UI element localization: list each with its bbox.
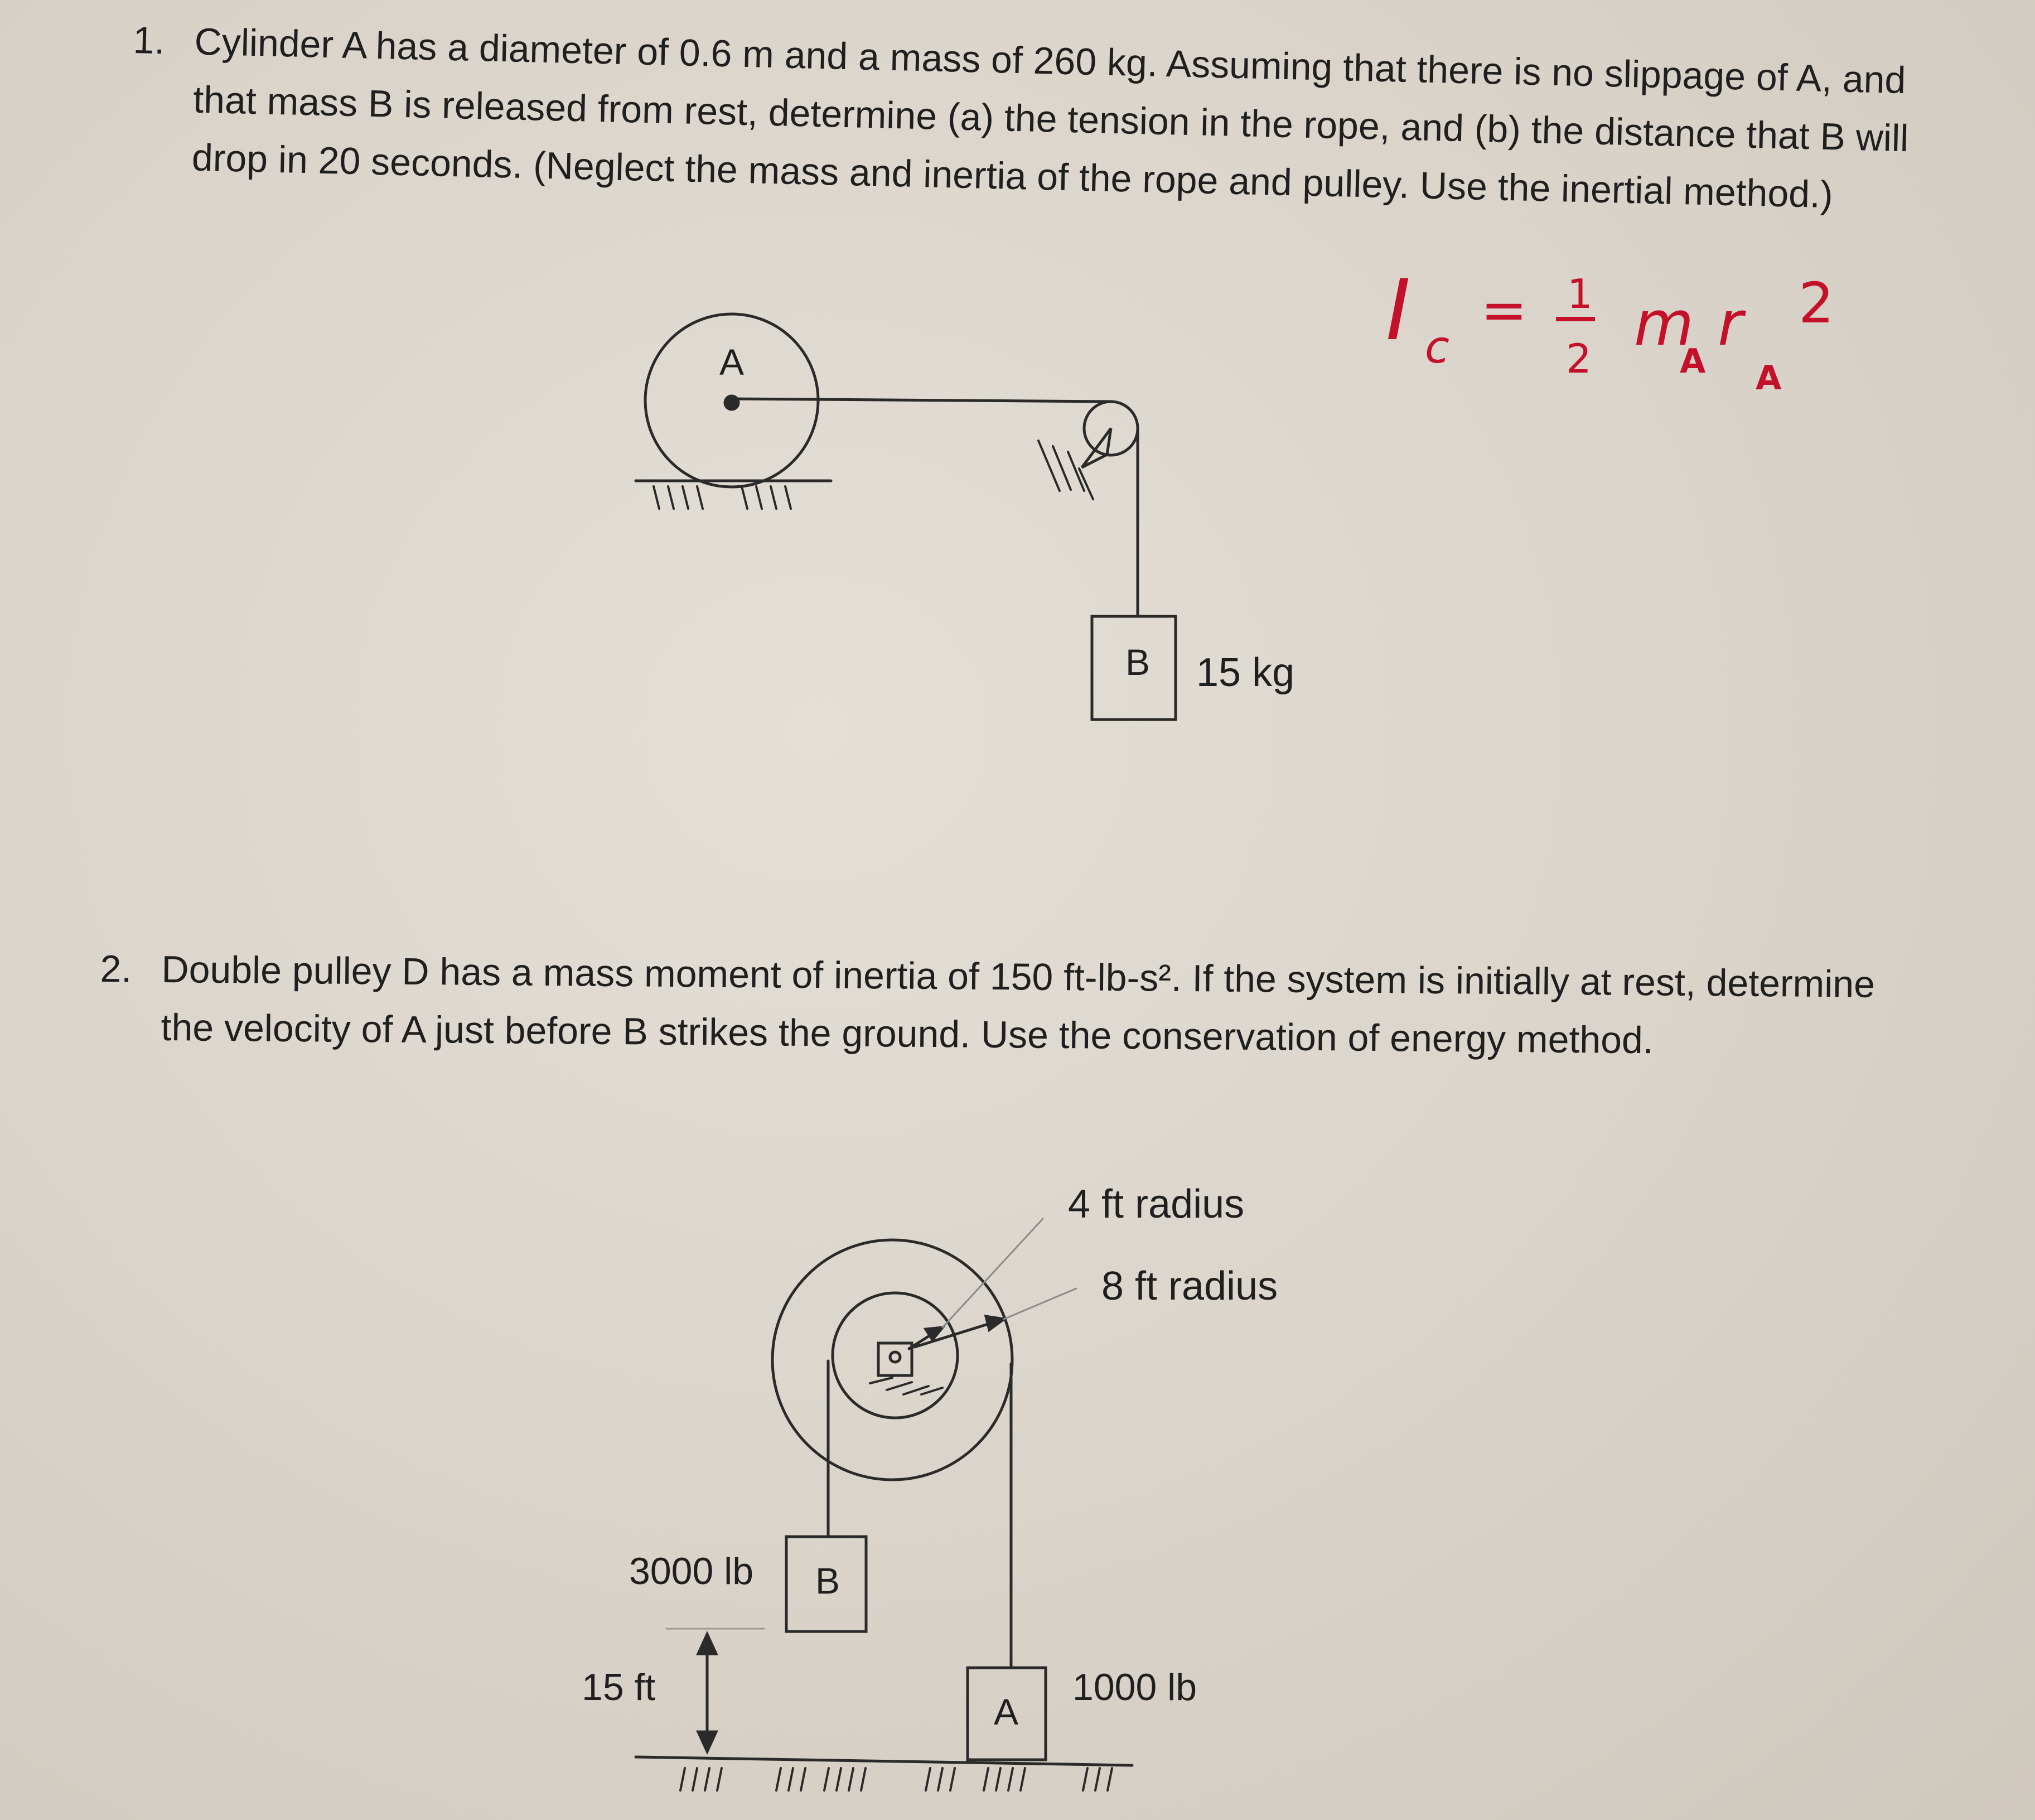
dimension-arrow-up	[698, 1634, 716, 1654]
cylinder-a-label: A	[719, 341, 745, 383]
hw-inertia-symbol: I	[1386, 262, 1411, 359]
hw-frac-num: 1	[1567, 271, 1593, 317]
pulley-1-support	[1082, 428, 1111, 467]
figure-1	[636, 314, 1176, 720]
inner-radius-leader	[942, 1219, 1043, 1327]
outer-radius-label: 8 ft radius	[1101, 1264, 1278, 1309]
problem-1-text: Cylinder A has a diameter of 0.6 m and a mass of 260 kg. Assuming that there is no slippage of A, and that mass B is released from rest, determine (a) the tension in the rope, and (b) the distance that B will drop in 20 seconds. (Neglect the mass and inertia of the rope and pulley. Use the inertial method.)	[191, 20, 1910, 216]
inner-radius-label: 4 ft radius	[1068, 1182, 1245, 1227]
outer-radius-arrowhead	[986, 1316, 1004, 1330]
ground-hatch-1	[654, 486, 791, 509]
ground-line-2	[636, 1757, 1132, 1765]
block-b-fig2-label: B	[815, 1560, 840, 1601]
rope-horizontal-1	[732, 399, 1113, 402]
hw-r: r	[1718, 288, 1743, 359]
hw-sub-c: c	[1425, 321, 1449, 373]
hw-sub-a1: A	[1680, 342, 1706, 381]
axle-bracket	[878, 1343, 912, 1375]
inner-pulley	[833, 1293, 958, 1418]
hw-sub-a2: A	[1756, 359, 1782, 398]
hw-m: m	[1634, 288, 1694, 359]
problem-2-number: 2.	[100, 947, 132, 991]
block-b-fig1-label: B	[1125, 641, 1151, 683]
problem-2-text: Double pulley D has a mass moment of inertia of 150 ft-lb-s². If the system is initially at rest, determine the velocity of A just before B strikes the ground. Use the conservation of energy method.	[161, 948, 1876, 1062]
bracket-hatch	[870, 1378, 942, 1394]
handwritten-formula	[1386, 262, 1834, 398]
outer-radius-leader	[1004, 1288, 1076, 1319]
hw-frac-den: 2	[1566, 335, 1592, 382]
drop-height-label: 15 ft	[582, 1666, 656, 1708]
block-b-mass: 15 kg	[1196, 650, 1295, 695]
hw-equals: =	[1481, 277, 1528, 342]
axle-pin	[890, 1352, 900, 1362]
problem-1-number: 1.	[132, 18, 166, 62]
block-a-fig2-label: A	[994, 1691, 1019, 1732]
pulley-1-hatch	[1038, 441, 1093, 499]
dimension-arrow-down	[698, 1732, 716, 1751]
hw-sup-2: 2	[1799, 271, 1834, 336]
block-b-weight: 3000 lb	[629, 1550, 754, 1592]
block-a-weight: 1000 lb	[1072, 1666, 1197, 1708]
ground-hatch-2	[680, 1768, 1112, 1790]
figure-2	[636, 1219, 1132, 1790]
